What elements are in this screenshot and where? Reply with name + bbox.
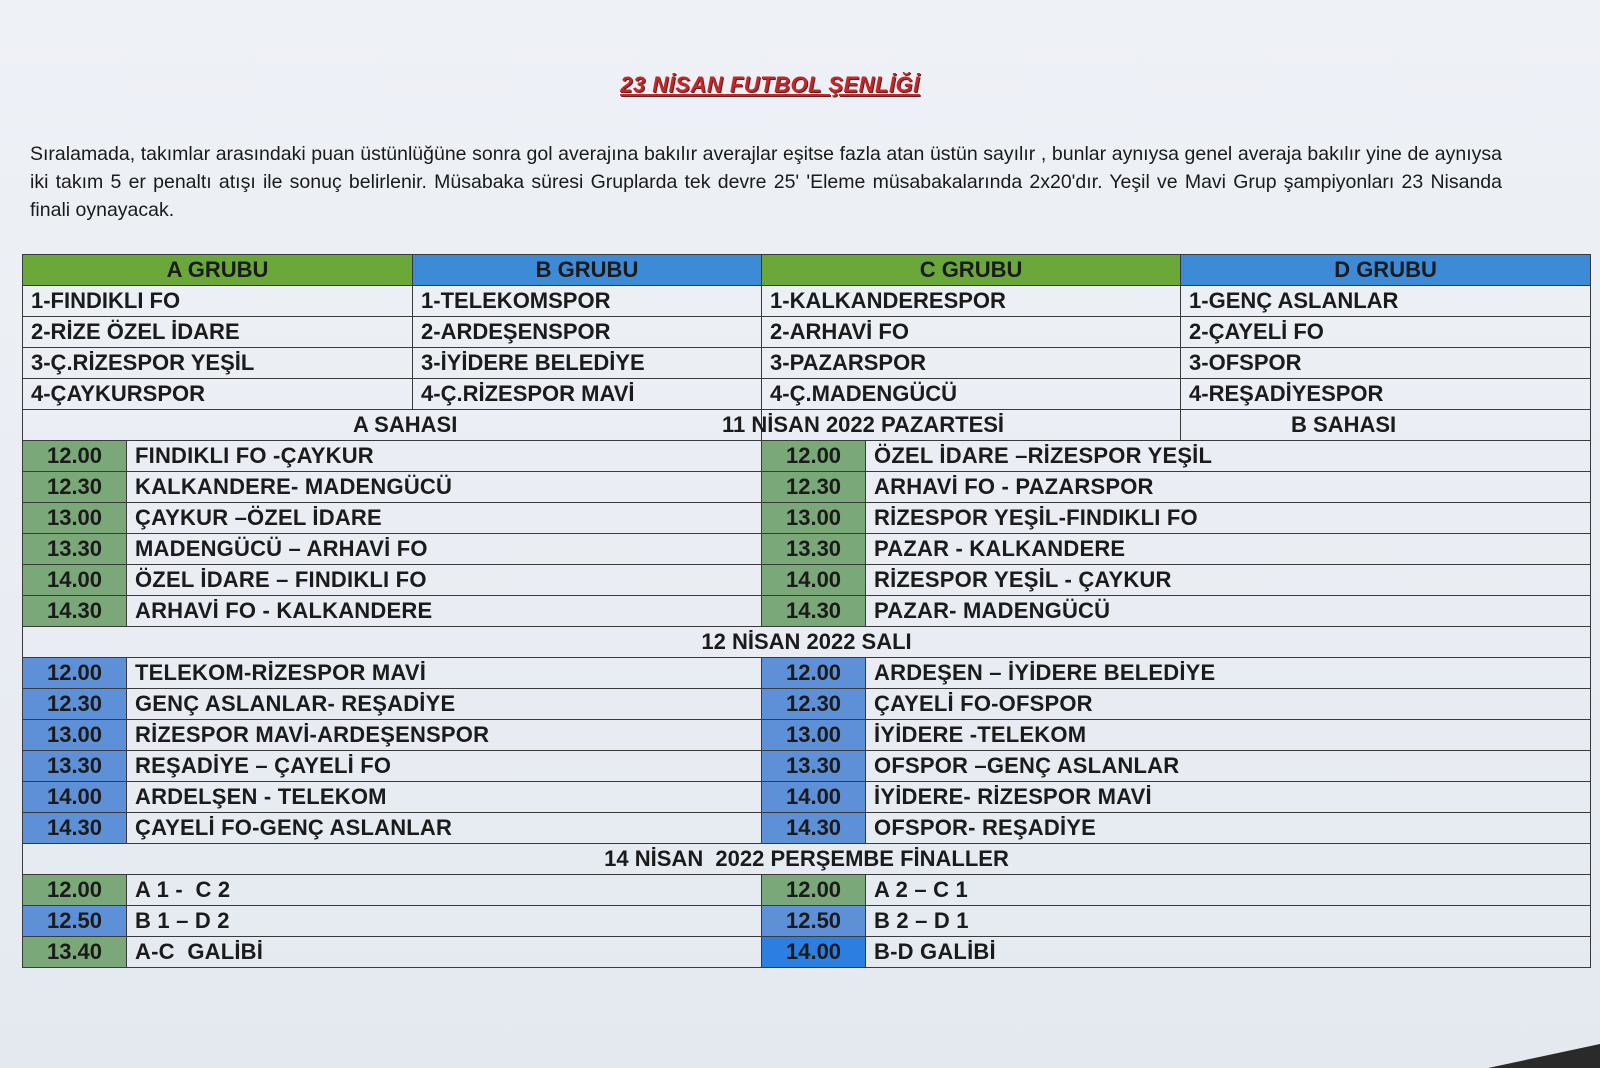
match-row [23, 906, 1591, 937]
match-teams: ARDELŞEN - TELEKOM [127, 782, 762, 813]
match-time: 14.00 [762, 782, 866, 813]
team-cell: 3-Ç.RİZESPOR YEŞİL [23, 348, 413, 379]
rules-paragraph: Sıralamada, takımlar arasındaki puan üstünlüğüne sonra gol averajına bakılır averajlar eşitse fazla atan üstün sayılır , bunlar aynıysa genel averaja bakılır yine de aynıysa iki takım 5 er penaltı atışı ile sonuç belirlenir. Müsabaka süresi Gruplarda tek devre 25' 'Eleme müsabakalarında 2x20'dır. Yeşil ve Mavi Grup şampiyonları 23 Nisanda finali oynayacak. [30, 143, 1502, 221]
match-time: 14.30 [762, 596, 866, 627]
match-time: 12.00 [23, 441, 127, 472]
match-time: 12.00 [762, 658, 866, 689]
match-teams: ÇAYKUR –ÖZEL İDARE [127, 503, 762, 534]
match-time: 12.30 [762, 689, 866, 720]
match-time: 14.30 [23, 813, 127, 844]
photo-background-corner [1460, 1044, 1600, 1068]
match-time: 12.30 [762, 472, 866, 503]
team-cell: 1-GENÇ ASLANLAR [1181, 286, 1591, 317]
match-row [23, 534, 1591, 565]
match-time: 12.50 [762, 906, 866, 937]
day1-date [722, 410, 1181, 441]
day3-header-row [23, 844, 1591, 875]
match-teams: ARDEŞEN – İYİDERE BELEDİYE [866, 658, 1591, 689]
match-teams: PAZAR- MADENGÜCÜ [866, 596, 1591, 627]
match-time: 14.00 [23, 565, 127, 596]
match-row [23, 565, 1591, 596]
match-row [23, 751, 1591, 782]
page-title: 23 NİSAN FUTBOL ŞENLİĞİ [620, 72, 920, 97]
match-time: 12.00 [23, 658, 127, 689]
team-cell: 2-ÇAYELİ FO [1181, 317, 1591, 348]
group-team-row [23, 379, 1591, 410]
match-teams: ARHAVİ FO - KALKANDERE [127, 596, 762, 627]
match-teams: RİZESPOR MAVİ-ARDEŞENSPOR [127, 720, 762, 751]
group-team-row [23, 286, 1591, 317]
group-team-row [23, 348, 1591, 379]
match-teams: KALKANDERE- MADENGÜCÜ [127, 472, 762, 503]
match-time: 12.50 [23, 906, 127, 937]
day1-header-row [23, 410, 1591, 441]
group-b-header: B GRUBU [413, 255, 762, 286]
team-cell: 1-TELEKOMSPOR [413, 286, 762, 317]
match-row [23, 689, 1591, 720]
match-row [23, 782, 1591, 813]
match-time: 14.30 [762, 813, 866, 844]
day3-date: 14 NİSAN 2022 PERŞEMBE FİNALLER [23, 844, 1591, 875]
group-a-header: A GRUBU [23, 255, 413, 286]
team-cell: 3-PAZARSPOR [762, 348, 1181, 379]
match-teams: B-D GALİBİ [866, 937, 1591, 968]
match-time: 13.00 [23, 503, 127, 534]
team-cell: 2-ARDEŞENSPOR [413, 317, 762, 348]
match-teams: ÖZEL İDARE –RİZESPOR YEŞİL [866, 441, 1591, 472]
match-teams: A 1 - C 2 [127, 875, 762, 906]
team-cell: 1-KALKANDERESPOR [762, 286, 1181, 317]
match-row [23, 503, 1591, 534]
match-teams: REŞADİYE – ÇAYELİ FO [127, 751, 762, 782]
team-cell: 3-OFSPOR [1181, 348, 1591, 379]
match-row [23, 875, 1591, 906]
group-team-row [23, 317, 1591, 348]
team-cell: 3-İYİDERE BELEDİYE [413, 348, 762, 379]
match-teams: OFSPOR- REŞADİYE [866, 813, 1591, 844]
field-b-label: B SAHASI [1181, 410, 1591, 441]
match-teams: ARHAVİ FO - PAZARSPOR [866, 472, 1591, 503]
team-cell: 1-FINDIKLI FO [23, 286, 413, 317]
match-time: 12.00 [762, 875, 866, 906]
field-a-label [23, 410, 762, 441]
match-teams: B 2 – D 1 [866, 906, 1591, 937]
match-time: 13.30 [23, 534, 127, 565]
match-teams: TELEKOM-RİZESPOR MAVİ [127, 658, 762, 689]
match-time: 13.00 [762, 503, 866, 534]
match-time: 13.00 [762, 720, 866, 751]
match-time: 13.30 [762, 751, 866, 782]
match-row [23, 720, 1591, 751]
match-time: 13.30 [23, 751, 127, 782]
team-cell: 4-Ç.RİZESPOR MAVİ [413, 379, 762, 410]
match-time: 12.30 [23, 472, 127, 503]
match-time: 12.00 [23, 875, 127, 906]
match-time: 13.30 [762, 534, 866, 565]
match-teams: RİZESPOR YEŞİL - ÇAYKUR [866, 565, 1591, 596]
match-time: 12.00 [762, 441, 866, 472]
team-cell: 4-ÇAYKURSPOR [23, 379, 413, 410]
group-c-header: C GRUBU [762, 255, 1181, 286]
match-teams: MADENGÜCÜ – ARHAVİ FO [127, 534, 762, 565]
team-cell: 2-ARHAVİ FO [762, 317, 1181, 348]
group-d-header: D GRUBU [1181, 255, 1591, 286]
match-teams: ÇAYELİ FO-GENÇ ASLANLAR [127, 813, 762, 844]
match-teams: A-C GALİBİ [127, 937, 762, 968]
match-row [23, 441, 1591, 472]
match-time: 14.00 [23, 782, 127, 813]
match-teams: OFSPOR –GENÇ ASLANLAR [866, 751, 1591, 782]
match-time: 12.30 [23, 689, 127, 720]
match-teams: İYİDERE- RİZESPOR MAVİ [866, 782, 1591, 813]
day2-header-row [23, 627, 1591, 658]
team-cell: 4-REŞADİYESPOR [1181, 379, 1591, 410]
match-teams: PAZAR - KALKANDERE [866, 534, 1591, 565]
match-time: 14.00 [762, 937, 866, 968]
match-row [23, 472, 1591, 503]
team-cell: 4-Ç.MADENGÜCÜ [762, 379, 1181, 410]
group-header-row [23, 255, 1591, 286]
match-row [23, 937, 1591, 968]
schedule-table [22, 254, 1591, 968]
match-teams: FINDIKLI FO -ÇAYKUR [127, 441, 762, 472]
match-time: 14.00 [762, 565, 866, 596]
match-time: 13.00 [23, 720, 127, 751]
match-teams: İYİDERE -TELEKOM [866, 720, 1591, 751]
match-time: 13.40 [23, 937, 127, 968]
match-teams: A 2 – C 1 [866, 875, 1591, 906]
match-row [23, 813, 1591, 844]
team-cell: 2-RİZE ÖZEL İDARE [23, 317, 413, 348]
match-teams: ÖZEL İDARE – FINDIKLI FO [127, 565, 762, 596]
match-row [23, 596, 1591, 627]
match-row [23, 658, 1591, 689]
day2-date: 12 NİSAN 2022 SALI [23, 627, 1591, 658]
match-time: 14.30 [23, 596, 127, 627]
match-teams: B 1 – D 2 [127, 906, 762, 937]
match-teams: RİZESPOR YEŞİL-FINDIKLI FO [866, 503, 1591, 534]
match-teams: GENÇ ASLANLAR- REŞADİYE [127, 689, 762, 720]
field-a-text: A SAHASI [353, 412, 458, 437]
match-teams: ÇAYELİ FO-OFSPOR [866, 689, 1591, 720]
day1-date-text: 11 NİSAN 2022 PAZARTESİ [722, 412, 1005, 437]
